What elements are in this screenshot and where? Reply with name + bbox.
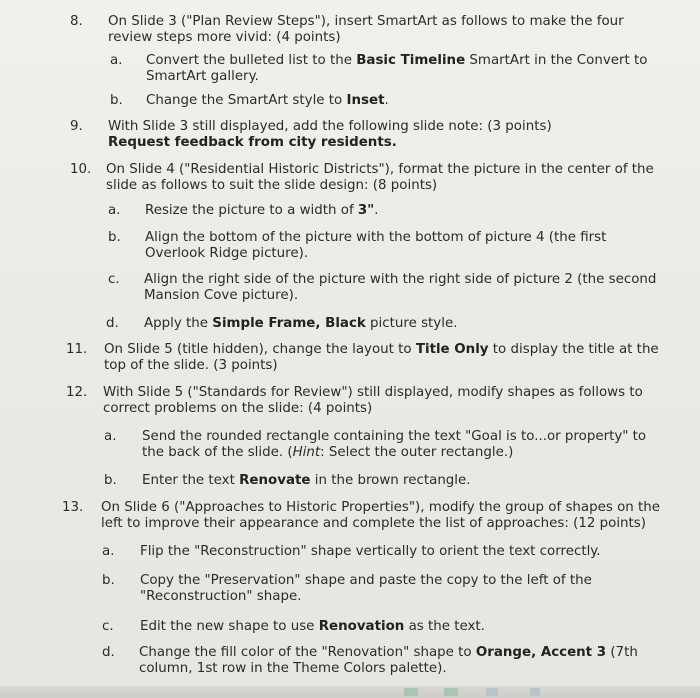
step-number: b.	[108, 230, 121, 245]
text-line: With Slide 3 still displayed, add the following slide note: (3 points)	[108, 119, 552, 134]
step-text	[108, 119, 552, 151]
text-line: column, 1st row in the Theme Colors palette).	[139, 661, 447, 676]
step-text	[103, 385, 643, 417]
text-line: With Slide 5 ("Standards for Review") still displayed, modify shapes as follows to	[103, 385, 643, 400]
text-line: "Reconstruction" shape.	[140, 589, 302, 604]
step-number: 12.	[66, 385, 88, 400]
step-text	[146, 53, 647, 85]
step-text	[106, 162, 654, 194]
text-line: left to improve their appearance and complete the list of approaches: (12 points)	[101, 516, 646, 531]
step-number: 9.	[70, 119, 83, 134]
step-text	[108, 14, 624, 46]
step-number: b.	[104, 473, 117, 488]
text-line: On Slide 3 ("Plan Review Steps"), insert SmartArt as follows to make the four	[108, 14, 624, 29]
step-text	[140, 573, 592, 605]
step-text	[139, 645, 638, 677]
step-number: 13.	[62, 500, 84, 515]
step-number: c.	[102, 619, 114, 634]
text-line: On Slide 5 (title hidden), change the layout to Title Only to display the title at the	[104, 342, 659, 357]
toolbar-icon	[486, 688, 498, 696]
step-text	[140, 544, 601, 560]
text-line: correct problems on the slide: (4 points)	[103, 401, 373, 416]
toolbar-icon	[444, 688, 458, 696]
step-text	[146, 93, 389, 109]
text-line: top of the slide. (3 points)	[104, 358, 278, 373]
text-line: slide as follows to suit the slide design: (8 points)	[106, 178, 438, 193]
text-line: Resize the picture to a width of 3".	[145, 203, 379, 218]
step-number: a.	[110, 53, 123, 68]
step-text	[104, 342, 659, 374]
step-number: d.	[106, 316, 119, 331]
step-number: a.	[102, 544, 115, 559]
step-text	[142, 473, 471, 489]
text-line: SmartArt gallery.	[146, 69, 259, 84]
text-line: Apply the Simple Frame, Black picture style.	[144, 316, 458, 331]
step-number: 11.	[66, 342, 88, 357]
step-number: c.	[108, 272, 120, 287]
step-text	[144, 272, 656, 304]
text-line: Edit the new shape to use Renovation as the text.	[140, 619, 485, 634]
text-line: Copy the "Preservation" shape and paste the copy to the left of the	[140, 573, 592, 588]
text-line: Align the right side of the picture with the right side of picture 2 (the second	[144, 272, 657, 287]
step-number: 10.	[70, 162, 92, 177]
step-number: a.	[108, 203, 121, 218]
step-text	[101, 500, 660, 532]
step-number: 8.	[70, 14, 83, 29]
text-line: Enter the text Renovate in the brown rectangle.	[142, 473, 471, 488]
text-line: Convert the bulleted list to the Basic Timeline SmartArt in the Convert to	[146, 53, 648, 68]
text-line: Send the rounded rectangle containing the text "Goal is to...or property" to	[142, 429, 647, 444]
toolbar-icon	[530, 688, 540, 696]
text-line: Request feedback from city residents.	[108, 135, 397, 150]
text-line: Change the fill color of the "Renovation" shape to Orange, Accent 3 (7th	[139, 645, 638, 660]
step-text	[145, 230, 606, 262]
step-number: b.	[110, 93, 123, 108]
step-number: b.	[102, 573, 115, 588]
text-line: Change the SmartArt style to Inset.	[146, 93, 389, 108]
step-text	[144, 316, 457, 332]
toolbar-icon	[404, 688, 418, 696]
text-line: On Slide 6 ("Approaches to Historic Properties"), modify the group of shapes on the	[101, 500, 660, 515]
step-text	[140, 619, 485, 635]
step-number: a.	[104, 429, 117, 444]
text-line: the back of the slide. (Hint: Select the outer rectangle.)	[142, 445, 514, 460]
text-line: review steps more vivid: (4 points)	[108, 30, 341, 45]
text-line: Flip the "Reconstruction" shape vertically to orient the text correctly.	[140, 544, 601, 559]
step-number: d.	[102, 645, 115, 660]
step-text	[145, 203, 378, 219]
bottom-toolbar	[0, 686, 700, 698]
text-line: Align the bottom of the picture with the bottom of picture 4 (the first	[145, 230, 607, 245]
step-text	[142, 429, 646, 461]
text-line: On Slide 4 ("Residential Historic Districts"), format the picture in the center of the	[106, 162, 654, 177]
text-line: Overlook Ridge picture).	[145, 246, 309, 261]
text-line: Mansion Cove picture).	[144, 288, 299, 303]
